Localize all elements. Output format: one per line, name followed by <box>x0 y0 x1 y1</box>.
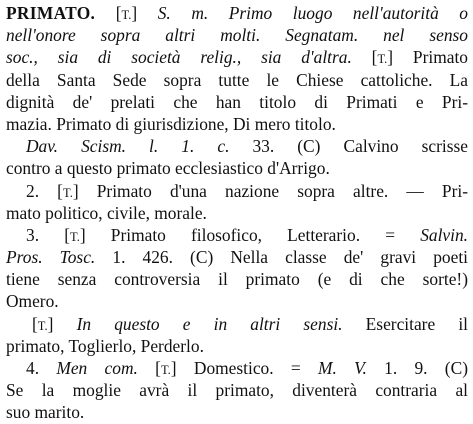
entry-text: suo marito. <box>6 402 85 423</box>
citation-source: Salvin. <box>420 224 468 245</box>
entry-line: PRIMATO. [T.] S. m. Primo luogo nell'autorità o <box>6 3 468 23</box>
entry-text: contro a questo primato ecclesiastico d'Arrigo. <box>6 158 330 179</box>
source-tag: T. <box>62 185 73 200</box>
source-tag: T. <box>160 363 171 377</box>
entry-line: soc., sia di società relig., sia d'altra. [T.] Primato <box>6 47 468 68</box>
entry-text: mazia. Primato di giurisdizione, Di mero titolo. <box>6 113 336 134</box>
source-tag: T. <box>121 8 132 22</box>
source-tag: T. <box>70 229 80 244</box>
entry-text: Primato filosofico, Letterario. = <box>110 224 396 245</box>
definition-text: nell'onore sopra altri molti. Segnatam. nel senso <box>6 25 468 46</box>
entry-text: 1. 426. (C) Nella classe de' gravi poeti <box>112 247 468 268</box>
entry-text: Omero. <box>6 291 59 312</box>
entry-line <box>6 202 468 224</box>
source-tag: T. <box>377 52 388 67</box>
sense-number: 3. <box>26 224 40 245</box>
entry-text: della Santa Sede sopra tutte le Chiese cattoliche. La <box>6 69 468 90</box>
entry-text: Primato <box>412 47 468 68</box>
dictionary-entry <box>6 2 468 424</box>
entry-line <box>6 335 468 357</box>
definition-text: S. m. Primo luogo nell'autorità o <box>157 3 468 23</box>
definition-text: Men com. <box>56 358 138 378</box>
entry-text: 1. 9. (C) <box>384 358 468 378</box>
entry-text: 33. (C) Calvino scrisse <box>252 136 468 157</box>
headword: PRIMATO. <box>6 3 96 23</box>
entry-line <box>6 157 468 179</box>
entry-text: Esercitare il <box>365 313 468 334</box>
sense-number: 2. <box>26 180 40 201</box>
entry-text: Domestico. = <box>193 358 301 378</box>
source-tag: T. <box>37 318 48 333</box>
entry-text: dignità de' prelati che han titolo di Primati e Pri- <box>6 91 468 112</box>
citation-source: M. V. <box>317 358 367 378</box>
citation-source: Pros. Tosc. <box>6 247 96 268</box>
sense-line: 4. Men com. [T.] Domestico. = M. V. 1. 9. (C) <box>26 358 468 378</box>
sense-line: [T.] In questo e in altri sensi. Esercitare il <box>32 313 468 334</box>
entry-line <box>6 379 468 401</box>
entry-text: mato politico, civile, morale. <box>6 202 207 223</box>
entry-text: Primato d'una nazione sopra altre. — Pri- <box>96 180 468 201</box>
entry-line <box>6 24 468 46</box>
definition-text: In questo e in altri sensi. <box>76 313 343 334</box>
entry-line <box>6 290 468 312</box>
citation-line <box>6 135 468 157</box>
sense-line: 3. [T.] Primato filosofico, Letterario. = Salvin. <box>26 224 468 245</box>
entry-line <box>6 268 468 290</box>
entry-text: tiene senza controversia il primato (e di che sorte!) <box>6 269 468 290</box>
sense-line: 2. [T.] Primato d'una nazione sopra altre. — Pri- <box>26 180 468 201</box>
entry-text: primato, Toglierlo, Perderlo. <box>6 335 204 356</box>
entry-line <box>6 113 468 135</box>
entry-line <box>6 246 468 268</box>
entry-line <box>6 91 468 113</box>
entry-line <box>6 69 468 91</box>
citation-source: Dav. Scism. l. 1. c. <box>26 136 230 157</box>
definition-text: soc., sia di società relig., sia d'altra. <box>6 47 352 68</box>
sense-number: 4. <box>26 358 40 378</box>
entry-text: Se la moglie avrà il primato, diventerà contraria al <box>6 380 468 401</box>
